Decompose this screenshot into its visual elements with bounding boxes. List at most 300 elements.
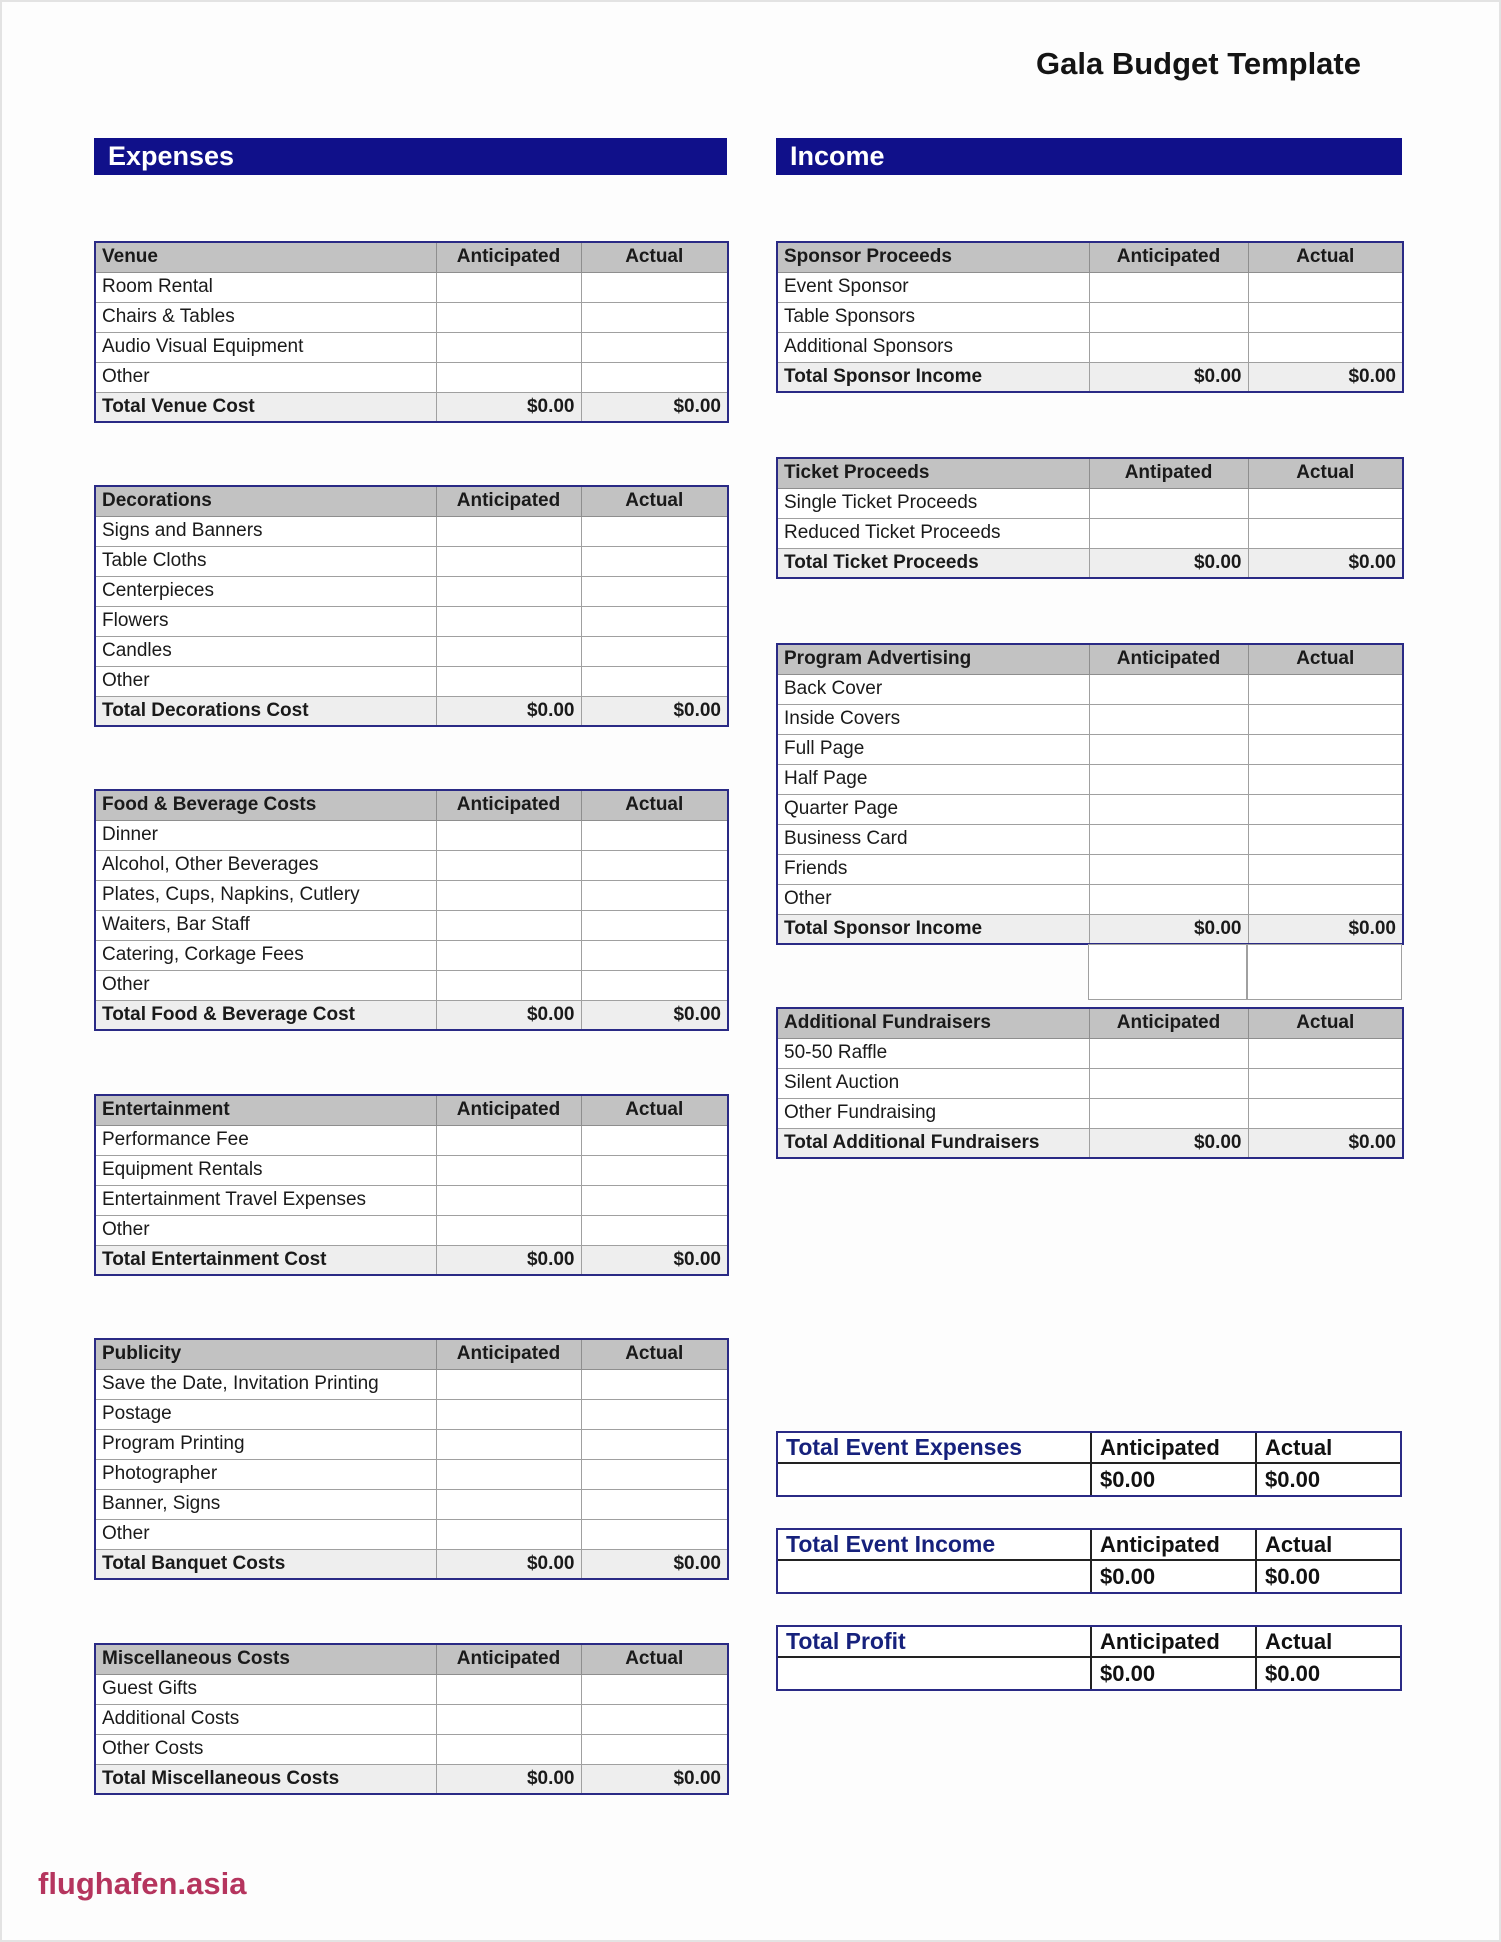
- anticipated-input-cell[interactable]: [436, 576, 581, 606]
- anticipated-column-header: Anticipated: [436, 242, 581, 272]
- actual-input-cell[interactable]: [1248, 488, 1403, 518]
- total-actual-value: $0.00: [581, 696, 728, 726]
- table-row: [777, 1038, 1403, 1068]
- actual-column-header: Actual: [1255, 1433, 1400, 1464]
- actual-input-cell[interactable]: [581, 332, 728, 362]
- total-row: [95, 696, 728, 726]
- row-label: Equipment Rentals: [95, 1155, 436, 1185]
- table-decorations: [94, 485, 729, 727]
- row-label: Audio Visual Equipment: [95, 332, 436, 362]
- table-header-row: [95, 1339, 728, 1369]
- row-label: Flowers: [95, 606, 436, 636]
- total-label: Total Decorations Cost: [95, 696, 436, 726]
- actual-input-cell[interactable]: [1248, 794, 1403, 824]
- row-label: Event Sponsor: [777, 272, 1089, 302]
- row-label: Postage: [95, 1399, 436, 1429]
- actual-input-cell[interactable]: [1248, 1098, 1403, 1128]
- table-row: [777, 488, 1403, 518]
- row-label: Alcohol, Other Beverages: [95, 850, 436, 880]
- anticipated-column-header: Anticipated: [436, 1095, 581, 1125]
- table-ticket-proceeds: [776, 457, 1404, 579]
- row-label: Additional Costs: [95, 1704, 436, 1734]
- row-label: Other Fundraising: [777, 1098, 1089, 1128]
- table-row: [95, 606, 728, 636]
- row-label: Chairs & Tables: [95, 302, 436, 332]
- anticipated-input-cell[interactable]: [436, 1459, 581, 1489]
- actual-input-cell[interactable]: [581, 1459, 728, 1489]
- actual-column-header: Actual: [1248, 1008, 1403, 1038]
- total-actual-value: $0.00: [581, 1764, 728, 1794]
- total-anticipated-value: $0.00: [1089, 548, 1248, 578]
- table-header-row: [95, 486, 728, 516]
- total-anticipated-value: $0.00: [436, 696, 581, 726]
- actual-input-cell[interactable]: [581, 1399, 728, 1429]
- row-label: Waiters, Bar Staff: [95, 910, 436, 940]
- actual-column-header: Actual: [1248, 242, 1403, 272]
- anticipated-input-cell[interactable]: [436, 272, 581, 302]
- anticipated-input-cell[interactable]: [1089, 272, 1248, 302]
- row-label: Quarter Page: [777, 794, 1089, 824]
- row-label: 50-50 Raffle: [777, 1038, 1089, 1068]
- total-actual-value: $0.00: [1248, 548, 1403, 578]
- anticipated-input-cell[interactable]: [436, 362, 581, 392]
- total-anticipated-value: $0.00: [1089, 362, 1248, 392]
- total-row: [95, 1000, 728, 1030]
- actual-input-cell[interactable]: [581, 970, 728, 1000]
- section-title: Ticket Proceeds: [777, 458, 1089, 488]
- anticipated-input-cell[interactable]: [436, 940, 581, 970]
- anticipated-input-cell[interactable]: [436, 1369, 581, 1399]
- table-row: [95, 1185, 728, 1215]
- table-row: [777, 272, 1403, 302]
- anticipated-column-header: Anticipated: [436, 790, 581, 820]
- total-row: [95, 1245, 728, 1275]
- anticipated-input-cell[interactable]: [1089, 674, 1248, 704]
- total-actual-value: $0.00: [581, 1000, 728, 1030]
- actual-column-header: Actual: [581, 790, 728, 820]
- anticipated-input-cell[interactable]: [436, 546, 581, 576]
- table-row: [95, 1155, 728, 1185]
- actual-input-cell[interactable]: [581, 1429, 728, 1459]
- anticipated-input-cell[interactable]: [436, 1489, 581, 1519]
- table-entertainment: [94, 1094, 729, 1276]
- table-row: [777, 704, 1403, 734]
- anticipated-input-cell[interactable]: [1089, 824, 1248, 854]
- actual-column-header: Actual: [1255, 1530, 1400, 1561]
- table-row: [777, 518, 1403, 548]
- empty-spreadsheet-cells: [776, 945, 1402, 1001]
- total-label: Total Additional Fundraisers: [777, 1128, 1089, 1158]
- total-label: Total Banquet Costs: [95, 1549, 436, 1579]
- table-row: [95, 546, 728, 576]
- actual-total-value: $0.00: [1255, 1658, 1400, 1689]
- actual-input-cell[interactable]: [1248, 1068, 1403, 1098]
- row-label: Table Sponsors: [777, 302, 1089, 332]
- total-anticipated-value: $0.00: [1089, 1128, 1248, 1158]
- table-row: [777, 1098, 1403, 1128]
- anticipated-input-cell[interactable]: [1089, 302, 1248, 332]
- actual-input-cell[interactable]: [581, 302, 728, 332]
- actual-input-cell[interactable]: [581, 516, 728, 546]
- anticipated-input-cell[interactable]: [1089, 518, 1248, 548]
- table-header-row: [95, 790, 728, 820]
- row-label: Guest Gifts: [95, 1674, 436, 1704]
- table-row: [95, 666, 728, 696]
- total-label: Total Food & Beverage Cost: [95, 1000, 436, 1030]
- actual-input-cell[interactable]: [581, 1215, 728, 1245]
- summary-label: Total Event Expenses: [778, 1433, 1090, 1464]
- table-row: [95, 272, 728, 302]
- row-label: Other: [95, 666, 436, 696]
- summary-total-profit: [776, 1625, 1402, 1691]
- row-label: Back Cover: [777, 674, 1089, 704]
- row-label: Program Printing: [95, 1429, 436, 1459]
- table-row: [95, 1215, 728, 1245]
- actual-input-cell[interactable]: [581, 1125, 728, 1155]
- anticipated-input-cell[interactable]: [436, 1185, 581, 1215]
- table-row: [95, 516, 728, 546]
- table-header-row: [777, 458, 1403, 488]
- anticipated-total-value: $0.00: [1090, 1561, 1255, 1592]
- table-program-advertising: [776, 643, 1404, 945]
- anticipated-column-header: Anticipated: [436, 1339, 581, 1369]
- table-row: [95, 1519, 728, 1549]
- actual-input-cell[interactable]: [1248, 764, 1403, 794]
- summary-total-event-expenses: [776, 1431, 1402, 1497]
- table-header-row: [95, 1095, 728, 1125]
- actual-input-cell[interactable]: [581, 1185, 728, 1215]
- anticipated-column-header: Anticipated: [1090, 1627, 1255, 1658]
- row-label: Half Page: [777, 764, 1089, 794]
- anticipated-input-cell[interactable]: [1089, 854, 1248, 884]
- actual-total-value: $0.00: [1255, 1561, 1400, 1592]
- anticipated-input-cell[interactable]: [436, 1674, 581, 1704]
- total-actual-value: $0.00: [1248, 362, 1403, 392]
- actual-input-cell[interactable]: [581, 850, 728, 880]
- section-title: Decorations: [95, 486, 436, 516]
- total-anticipated-value: $0.00: [436, 392, 581, 422]
- actual-column-header: Actual: [581, 242, 728, 272]
- actual-input-cell[interactable]: [581, 880, 728, 910]
- table-publicity: [94, 1338, 729, 1580]
- section-title: Miscellaneous Costs: [95, 1644, 436, 1674]
- summary-blank-cell: [778, 1561, 1090, 1592]
- total-label: Total Sponsor Income: [777, 914, 1089, 944]
- table-row: [777, 332, 1403, 362]
- expenses-column: [94, 138, 727, 1795]
- total-label: Total Venue Cost: [95, 392, 436, 422]
- total-label: Total Miscellaneous Costs: [95, 1764, 436, 1794]
- total-anticipated-value: $0.00: [436, 1245, 581, 1275]
- row-label: Performance Fee: [95, 1125, 436, 1155]
- summary-label: Total Profit: [778, 1627, 1090, 1658]
- table-row: [777, 764, 1403, 794]
- table-venue: [94, 241, 729, 423]
- anticipated-input-cell[interactable]: [436, 1399, 581, 1429]
- summary-blank-cell: [778, 1464, 1090, 1495]
- anticipated-input-cell[interactable]: [436, 302, 581, 332]
- section-title: Food & Beverage Costs: [95, 790, 436, 820]
- table-row: [95, 1459, 728, 1489]
- table-row: [95, 302, 728, 332]
- section-title: Program Advertising: [777, 644, 1089, 674]
- anticipated-column-header: Anticipated: [1090, 1530, 1255, 1561]
- row-label: Dinner: [95, 820, 436, 850]
- anticipated-input-cell[interactable]: [436, 1704, 581, 1734]
- table-row: [95, 362, 728, 392]
- row-label: Other Costs: [95, 1734, 436, 1764]
- table-row: [95, 1369, 728, 1399]
- row-label: Other: [95, 1215, 436, 1245]
- actual-input-cell[interactable]: [581, 1674, 728, 1704]
- total-label: Total Sponsor Income: [777, 362, 1089, 392]
- table-sponsor-proceeds: [776, 241, 1404, 393]
- section-title: Venue: [95, 242, 436, 272]
- anticipated-total-value: $0.00: [1090, 1464, 1255, 1495]
- total-anticipated-value: $0.00: [436, 1549, 581, 1579]
- watermark: flughafen.asia: [38, 1866, 247, 1901]
- anticipated-column-header: Anticipated: [1089, 644, 1248, 674]
- section-title: Additional Fundraisers: [777, 1008, 1089, 1038]
- anticipated-input-cell[interactable]: [436, 636, 581, 666]
- total-actual-value: $0.00: [581, 1549, 728, 1579]
- anticipated-input-cell[interactable]: [436, 910, 581, 940]
- anticipated-input-cell[interactable]: [436, 880, 581, 910]
- actual-input-cell[interactable]: [1248, 704, 1403, 734]
- table-row: [95, 820, 728, 850]
- total-row: [777, 362, 1403, 392]
- anticipated-column-header: Anticipated: [436, 486, 581, 516]
- summary-blank-cell: [778, 1658, 1090, 1689]
- row-label: Entertainment Travel Expenses: [95, 1185, 436, 1215]
- anticipated-column-header: Anticipated: [1089, 242, 1248, 272]
- table-row: [777, 734, 1403, 764]
- actual-input-cell[interactable]: [1248, 884, 1403, 914]
- row-label: Single Ticket Proceeds: [777, 488, 1089, 518]
- row-label: Reduced Ticket Proceeds: [777, 518, 1089, 548]
- actual-column-header: Actual: [581, 1339, 728, 1369]
- anticipated-input-cell[interactable]: [1089, 1038, 1248, 1068]
- anticipated-input-cell[interactable]: [436, 1734, 581, 1764]
- section-title: Entertainment: [95, 1095, 436, 1125]
- actual-input-cell[interactable]: [581, 1369, 728, 1399]
- actual-input-cell[interactable]: [1247, 944, 1402, 1000]
- table-row: [777, 794, 1403, 824]
- actual-input-cell[interactable]: [581, 546, 728, 576]
- total-label: Total Ticket Proceeds: [777, 548, 1089, 578]
- row-label: Candles: [95, 636, 436, 666]
- income-banner: Income: [776, 138, 1402, 175]
- actual-input-cell[interactable]: [581, 576, 728, 606]
- total-anticipated-value: $0.00: [436, 1000, 581, 1030]
- actual-input-cell[interactable]: [581, 1734, 728, 1764]
- anticipated-input-cell[interactable]: [1089, 332, 1248, 362]
- row-label: Centerpieces: [95, 576, 436, 606]
- total-row: [777, 914, 1403, 944]
- table-row: [777, 302, 1403, 332]
- total-label: Total Entertainment Cost: [95, 1245, 436, 1275]
- row-label: Business Card: [777, 824, 1089, 854]
- total-actual-value: $0.00: [1248, 914, 1403, 944]
- total-actual-value: $0.00: [581, 392, 728, 422]
- row-label: Full Page: [777, 734, 1089, 764]
- table-row: [95, 1489, 728, 1519]
- table-miscellaneous-costs: [94, 1643, 729, 1795]
- total-row: [95, 1549, 728, 1579]
- actual-input-cell[interactable]: [1248, 272, 1403, 302]
- table-header-row: [95, 242, 728, 272]
- table-header-row: [95, 1644, 728, 1674]
- actual-input-cell[interactable]: [1248, 1038, 1403, 1068]
- anticipated-column-header: Anticipated: [1090, 1433, 1255, 1464]
- table-header-row: [777, 1008, 1403, 1038]
- actual-column-header: Actual: [581, 486, 728, 516]
- table-row: [95, 850, 728, 880]
- anticipated-input-cell[interactable]: [436, 1155, 581, 1185]
- income-tables: [776, 241, 1402, 1159]
- table-row: [95, 1125, 728, 1155]
- table-row: [95, 910, 728, 940]
- row-label: Plates, Cups, Napkins, Cutlery: [95, 880, 436, 910]
- actual-input-cell[interactable]: [1248, 518, 1403, 548]
- row-label: Signs and Banners: [95, 516, 436, 546]
- actual-input-cell[interactable]: [1248, 854, 1403, 884]
- table-row: [95, 1399, 728, 1429]
- table-additional-fundraisers: [776, 1007, 1404, 1159]
- actual-input-cell[interactable]: [581, 820, 728, 850]
- table-row: [95, 1734, 728, 1764]
- row-label: Silent Auction: [777, 1068, 1089, 1098]
- anticipated-input-cell[interactable]: [1088, 944, 1247, 1000]
- page-title: Gala Budget Template: [1036, 46, 1361, 81]
- actual-column-header: Actual: [581, 1095, 728, 1125]
- table-row: [95, 1674, 728, 1704]
- summary-label: Total Event Income: [778, 1530, 1090, 1561]
- actual-input-cell[interactable]: [1248, 674, 1403, 704]
- actual-input-cell[interactable]: [581, 272, 728, 302]
- row-label: Room Rental: [95, 272, 436, 302]
- income-column: [776, 138, 1402, 1691]
- row-label: Friends: [777, 854, 1089, 884]
- row-label: Inside Covers: [777, 704, 1089, 734]
- summary-total-event-income: [776, 1528, 1402, 1594]
- anticipated-column-header: Anticipated: [1089, 1008, 1248, 1038]
- table-row: [95, 1429, 728, 1459]
- table-row: [95, 1704, 728, 1734]
- table-row: [777, 674, 1403, 704]
- row-label: Other: [95, 1519, 436, 1549]
- row-label: Catering, Corkage Fees: [95, 940, 436, 970]
- total-actual-value: $0.00: [581, 1245, 728, 1275]
- expenses-banner: Expenses: [94, 138, 727, 175]
- anticipated-column-header: Anticipated: [436, 1644, 581, 1674]
- row-label: Other: [777, 884, 1089, 914]
- table-row: [95, 636, 728, 666]
- table-header-row: [777, 644, 1403, 674]
- total-anticipated-value: $0.00: [1089, 914, 1248, 944]
- anticipated-input-cell[interactable]: [436, 606, 581, 636]
- anticipated-input-cell[interactable]: [1089, 884, 1248, 914]
- row-label: Banner, Signs: [95, 1489, 436, 1519]
- table-header-row: [777, 242, 1403, 272]
- anticipated-input-cell[interactable]: [436, 850, 581, 880]
- actual-column-header: Actual: [581, 1644, 728, 1674]
- anticipated-input-cell[interactable]: [436, 1519, 581, 1549]
- anticipated-input-cell[interactable]: [436, 820, 581, 850]
- row-label: Save the Date, Invitation Printing: [95, 1369, 436, 1399]
- row-label: Other: [95, 970, 436, 1000]
- anticipated-input-cell[interactable]: [1089, 488, 1248, 518]
- anticipated-input-cell[interactable]: [436, 1125, 581, 1155]
- anticipated-input-cell[interactable]: [1089, 704, 1248, 734]
- total-row: [95, 1764, 728, 1794]
- table-row: [777, 824, 1403, 854]
- table-row: [95, 970, 728, 1000]
- actual-input-cell[interactable]: [581, 666, 728, 696]
- anticipated-input-cell[interactable]: [436, 970, 581, 1000]
- row-label: Photographer: [95, 1459, 436, 1489]
- actual-input-cell[interactable]: [1248, 302, 1403, 332]
- expenses-tables: [94, 241, 727, 1795]
- row-label: Additional Sponsors: [777, 332, 1089, 362]
- row-label: Other: [95, 362, 436, 392]
- total-row: [777, 1128, 1403, 1158]
- actual-input-cell[interactable]: [1248, 332, 1403, 362]
- table-row: [95, 576, 728, 606]
- total-row: [777, 548, 1403, 578]
- anticipated-input-cell[interactable]: [436, 516, 581, 546]
- anticipated-input-cell[interactable]: [1089, 1098, 1248, 1128]
- anticipated-input-cell[interactable]: [436, 1429, 581, 1459]
- actual-input-cell[interactable]: [581, 1155, 728, 1185]
- anticipated-input-cell[interactable]: [436, 332, 581, 362]
- table-food-beverage-costs: [94, 789, 729, 1031]
- total-actual-value: $0.00: [1248, 1128, 1403, 1158]
- actual-column-header: Actual: [1255, 1627, 1400, 1658]
- actual-input-cell[interactable]: [581, 1519, 728, 1549]
- actual-total-value: $0.00: [1255, 1464, 1400, 1495]
- anticipated-input-cell[interactable]: [1089, 734, 1248, 764]
- actual-input-cell[interactable]: [1248, 734, 1403, 764]
- anticipated-input-cell[interactable]: [1089, 764, 1248, 794]
- anticipated-input-cell[interactable]: [1089, 794, 1248, 824]
- anticipated-input-cell[interactable]: [436, 666, 581, 696]
- table-row: [777, 884, 1403, 914]
- section-title: Publicity: [95, 1339, 436, 1369]
- actual-input-cell[interactable]: [581, 910, 728, 940]
- total-row: [95, 392, 728, 422]
- actual-input-cell[interactable]: [581, 636, 728, 666]
- anticipated-input-cell[interactable]: [436, 1215, 581, 1245]
- table-row: [95, 332, 728, 362]
- actual-input-cell[interactable]: [1248, 824, 1403, 854]
- section-title: Sponsor Proceeds: [777, 242, 1089, 272]
- actual-input-cell[interactable]: [581, 362, 728, 392]
- total-anticipated-value: $0.00: [436, 1764, 581, 1794]
- actual-column-header: Actual: [1248, 458, 1403, 488]
- table-row: [95, 940, 728, 970]
- anticipated-input-cell[interactable]: [1089, 1068, 1248, 1098]
- actual-input-cell[interactable]: [581, 940, 728, 970]
- table-row: [777, 854, 1403, 884]
- actual-input-cell[interactable]: [581, 1489, 728, 1519]
- row-label: Table Cloths: [95, 546, 436, 576]
- actual-input-cell[interactable]: [581, 606, 728, 636]
- anticipated-column-header: Antipated: [1089, 458, 1248, 488]
- anticipated-total-value: $0.00: [1090, 1658, 1255, 1689]
- table-row: [95, 880, 728, 910]
- actual-input-cell[interactable]: [581, 1704, 728, 1734]
